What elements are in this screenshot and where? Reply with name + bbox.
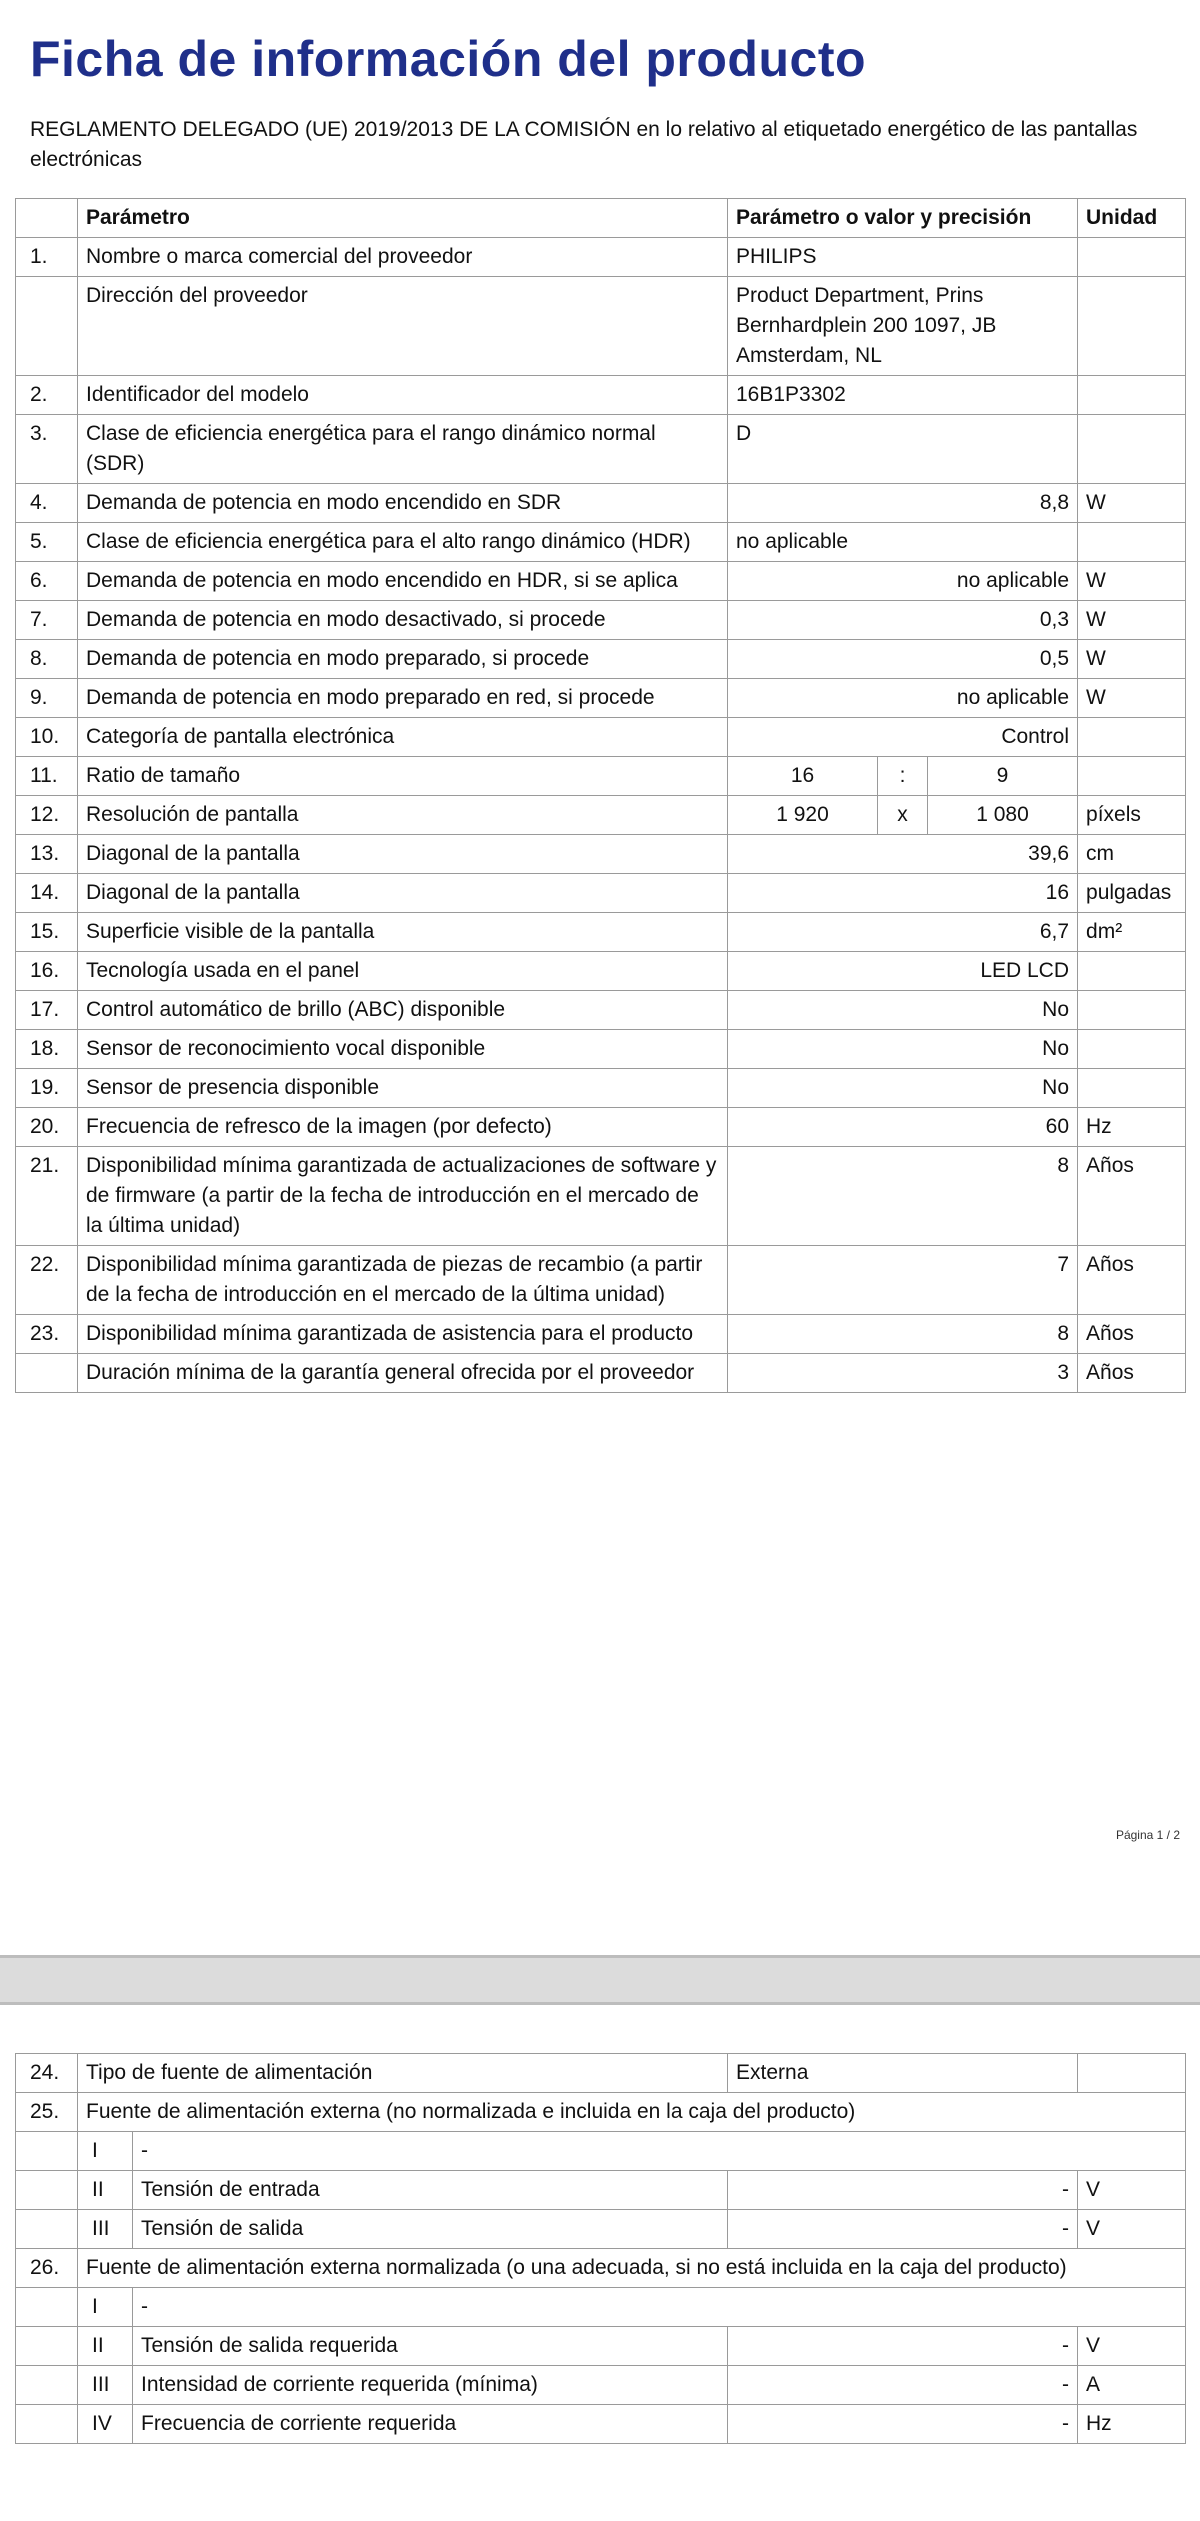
row-unit: V (1078, 2210, 1186, 2249)
row-unit (1078, 1069, 1186, 1108)
row-unit (1078, 523, 1186, 562)
row-unit: dm² (1078, 913, 1186, 952)
row-number: 11. (16, 757, 78, 796)
row-value-sep: x (878, 796, 928, 835)
sub-value: - (133, 2288, 1186, 2327)
row-label: Tensión de salida requerida (133, 2327, 728, 2366)
row-number (16, 277, 78, 376)
table-row (16, 376, 1186, 415)
row-number (16, 2327, 78, 2366)
row-unit: cm (1078, 835, 1186, 874)
product-info-table (15, 198, 1186, 1393)
row-value: No (728, 1030, 1078, 1069)
row-number (16, 2366, 78, 2405)
row-unit: Años (1078, 1354, 1186, 1393)
row-unit (1078, 952, 1186, 991)
table-row (16, 1246, 1186, 1315)
sub-number: IV (78, 2405, 133, 2444)
table-row (16, 562, 1186, 601)
row-value: no aplicable (728, 562, 1078, 601)
row-value: PHILIPS (728, 238, 1078, 277)
row-number: 7. (16, 601, 78, 640)
table-row (16, 2327, 1186, 2366)
row-value: - (728, 2327, 1078, 2366)
row-value-a: 1 920 (728, 796, 878, 835)
table-row (16, 640, 1186, 679)
table-row (16, 601, 1186, 640)
row-number: 16. (16, 952, 78, 991)
row-value: 8,8 (728, 484, 1078, 523)
row-label: Demanda de potencia en modo preparado en red, si procede (78, 679, 728, 718)
row-unit (1078, 757, 1186, 796)
header-parameter: Parámetro (78, 199, 728, 238)
table-row (16, 1315, 1186, 1354)
table-row (16, 2054, 1186, 2093)
table-row (16, 1030, 1186, 1069)
row-label: Tensión de entrada (133, 2171, 728, 2210)
row-value: 16B1P3302 (728, 376, 1078, 415)
row-value: 0,3 (728, 601, 1078, 640)
header-number (16, 199, 78, 238)
row-label: Diagonal de la pantalla (78, 835, 728, 874)
table-row (16, 2171, 1186, 2210)
table-row (16, 1354, 1186, 1393)
row-label: Duración mínima de la garantía general ofrecida por el proveedor (78, 1354, 728, 1393)
row-number: 6. (16, 562, 78, 601)
row-number: 25. (16, 2093, 78, 2132)
row-label: Nombre o marca comercial del proveedor (78, 238, 728, 277)
row-unit (1078, 718, 1186, 757)
table-row (16, 1069, 1186, 1108)
row-label: Demanda de potencia en modo desactivado, si procede (78, 601, 728, 640)
row-label: Resolución de pantalla (78, 796, 728, 835)
row-number: 9. (16, 679, 78, 718)
row-value: 16 (728, 874, 1078, 913)
row-value: Externa (728, 2054, 1078, 2093)
table-row (16, 2405, 1186, 2444)
table-row (16, 1108, 1186, 1147)
row-label: Tipo de fuente de alimentación (78, 2054, 728, 2093)
row-unit: A (1078, 2366, 1186, 2405)
row-label: Sensor de presencia disponible (78, 1069, 728, 1108)
row-value: No (728, 991, 1078, 1030)
row-value-a: 16 (728, 757, 878, 796)
row-value: 8 (728, 1315, 1078, 1354)
table-row (16, 2132, 1186, 2171)
row-value: - (728, 2405, 1078, 2444)
header-unit: Unidad (1078, 199, 1186, 238)
row-value: 60 (728, 1108, 1078, 1147)
row-number: 4. (16, 484, 78, 523)
row-label: Diagonal de la pantalla (78, 874, 728, 913)
row-value: no aplicable (728, 679, 1078, 718)
row-unit (1078, 277, 1186, 376)
row-number: 23. (16, 1315, 78, 1354)
row-value: No (728, 1069, 1078, 1108)
row-number (16, 2288, 78, 2327)
row-number: 17. (16, 991, 78, 1030)
row-label: Intensidad de corriente requerida (mínima) (133, 2366, 728, 2405)
row-unit (1078, 2054, 1186, 2093)
row-label: Demanda de potencia en modo encendido en SDR (78, 484, 728, 523)
row-number: 26. (16, 2249, 78, 2288)
table-row (16, 2249, 1186, 2288)
table-row (16, 952, 1186, 991)
sub-number: I (78, 2132, 133, 2171)
sub-number: III (78, 2366, 133, 2405)
row-label: Disponibilidad mínima garantizada de piezas de recambio (a partir de la fecha de introducción en el mercado de la última unidad) (78, 1246, 728, 1315)
table-row (16, 238, 1186, 277)
row-label: Frecuencia de refresco de la imagen (por defecto) (78, 1108, 728, 1147)
row-value: - (728, 2366, 1078, 2405)
row-number: 1. (16, 238, 78, 277)
row-unit: W (1078, 601, 1186, 640)
table-header-row (16, 199, 1186, 238)
row-number: 2. (16, 376, 78, 415)
row-label: Fuente de alimentación externa (no normalizada e incluida en la caja del producto) (78, 2093, 1186, 2132)
table-row (16, 2210, 1186, 2249)
row-unit: Años (1078, 1147, 1186, 1246)
product-info-body (16, 238, 1186, 1393)
row-number: 3. (16, 415, 78, 484)
table-row (16, 718, 1186, 757)
sub-number: I (78, 2288, 133, 2327)
row-label: Tensión de salida (133, 2210, 728, 2249)
row-unit: píxels (1078, 796, 1186, 835)
page-2 (0, 2005, 1200, 2521)
row-unit: W (1078, 562, 1186, 601)
row-value: D (728, 415, 1078, 484)
power-supply-table (15, 2053, 1186, 2444)
row-unit: Hz (1078, 1108, 1186, 1147)
row-unit (1078, 376, 1186, 415)
page-separator (0, 1955, 1200, 2005)
row-unit: W (1078, 640, 1186, 679)
row-number: 15. (16, 913, 78, 952)
row-value: 3 (728, 1354, 1078, 1393)
sub-value: - (133, 2132, 1186, 2171)
row-label: Ratio de tamaño (78, 757, 728, 796)
row-value-b: 1 080 (928, 796, 1078, 835)
row-number (16, 2210, 78, 2249)
row-number: 18. (16, 1030, 78, 1069)
table-row (16, 679, 1186, 718)
table-row (16, 796, 1186, 835)
row-label: Sensor de reconocimiento vocal disponible (78, 1030, 728, 1069)
row-value: no aplicable (728, 523, 1078, 562)
row-number: 21. (16, 1147, 78, 1246)
row-value-b: 9 (928, 757, 1078, 796)
row-label: Superficie visible de la pantalla (78, 913, 728, 952)
row-unit (1078, 1030, 1186, 1069)
sub-number: III (78, 2210, 133, 2249)
row-value: - (728, 2210, 1078, 2249)
row-unit: W (1078, 484, 1186, 523)
row-value: LED LCD (728, 952, 1078, 991)
table-row (16, 415, 1186, 484)
row-value: 0,5 (728, 640, 1078, 679)
table-row (16, 2093, 1186, 2132)
row-number: 5. (16, 523, 78, 562)
table-row (16, 277, 1186, 376)
row-value: 6,7 (728, 913, 1078, 952)
page-title: Ficha de información del producto (30, 31, 867, 87)
table-row (16, 874, 1186, 913)
row-number: 22. (16, 1246, 78, 1315)
row-unit (1078, 238, 1186, 277)
row-unit: Años (1078, 1315, 1186, 1354)
row-number (16, 2171, 78, 2210)
row-label: Tecnología usada en el panel (78, 952, 728, 991)
table-row (16, 2366, 1186, 2405)
table-row (16, 523, 1186, 562)
header-value: Parámetro o valor y precisión (728, 199, 1078, 238)
table-row (16, 1147, 1186, 1246)
row-number: 13. (16, 835, 78, 874)
row-unit (1078, 415, 1186, 484)
row-label: Dirección del proveedor (78, 277, 728, 376)
row-number: 8. (16, 640, 78, 679)
table-row (16, 2288, 1186, 2327)
row-number: 20. (16, 1108, 78, 1147)
row-value: - (728, 2171, 1078, 2210)
row-number (16, 2132, 78, 2171)
sub-number: II (78, 2327, 133, 2366)
row-unit (1078, 991, 1186, 1030)
table-row (16, 913, 1186, 952)
row-label: Demanda de potencia en modo preparado, si procede (78, 640, 728, 679)
row-label: Disponibilidad mínima garantizada de actualizaciones de software y de firmware (a partir de la fecha de introducción en el mercado de la última unidad) (78, 1147, 728, 1246)
row-label: Frecuencia de corriente requerida (133, 2405, 728, 2444)
row-value: Product Department, Prins Bernhardplein 200 1097, JB Amsterdam, NL (728, 277, 1078, 376)
row-unit: pulgadas (1078, 874, 1186, 913)
table-row (16, 757, 1186, 796)
row-unit: V (1078, 2171, 1186, 2210)
regulation-subtitle: REGLAMENTO DELEGADO (UE) 2019/2013 DE LA COMISIÓN en lo relativo al etiquetado energético de las pantallas electrónicas (30, 118, 1138, 171)
row-unit: W (1078, 679, 1186, 718)
row-value: 8 (728, 1147, 1078, 1246)
row-label: Identificador del modelo (78, 376, 728, 415)
row-value: Control (728, 718, 1078, 757)
row-number (16, 1354, 78, 1393)
sub-number: II (78, 2171, 133, 2210)
row-label: Fuente de alimentación externa normalizada (o una adecuada, si no está incluida en la caja del producto) (78, 2249, 1186, 2288)
row-label: Categoría de pantalla electrónica (78, 718, 728, 757)
row-number: 14. (16, 874, 78, 913)
row-label: Control automático de brillo (ABC) disponible (78, 991, 728, 1030)
row-unit: V (1078, 2327, 1186, 2366)
row-label: Clase de eficiencia energética para el alto rango dinámico (HDR) (78, 523, 728, 562)
row-value: 7 (728, 1246, 1078, 1315)
row-unit: Hz (1078, 2405, 1186, 2444)
table-row (16, 991, 1186, 1030)
row-number: 24. (16, 2054, 78, 2093)
row-number: 10. (16, 718, 78, 757)
row-unit: Años (1078, 1246, 1186, 1315)
page-footer: Página 1 / 2 (1115, 1828, 1180, 1842)
row-number (16, 2405, 78, 2444)
row-number: 19. (16, 1069, 78, 1108)
table-row (16, 835, 1186, 874)
table-row (16, 484, 1186, 523)
row-label: Disponibilidad mínima garantizada de asistencia para el producto (78, 1315, 728, 1354)
row-label: Demanda de potencia en modo encendido en HDR, si se aplica (78, 562, 728, 601)
row-number: 12. (16, 796, 78, 835)
row-value-sep: : (878, 757, 928, 796)
row-value: 39,6 (728, 835, 1078, 874)
row-label: Clase de eficiencia energética para el rango dinámico normal (SDR) (78, 415, 728, 484)
